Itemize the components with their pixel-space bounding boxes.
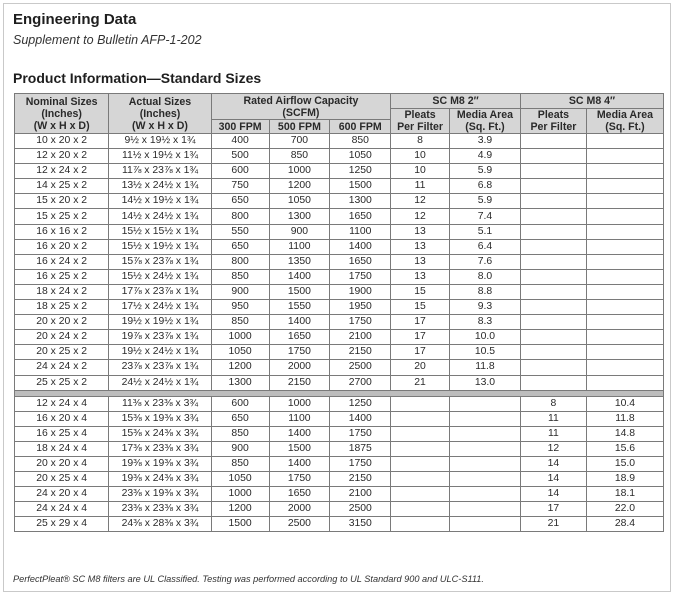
cell-nominal-size: 12 x 24 x 2 bbox=[15, 164, 109, 179]
cell-media-area-4in: 14.8 bbox=[586, 426, 663, 441]
cell-pleats-4in: 17 bbox=[520, 502, 586, 517]
cell-airflow-500: 1050 bbox=[269, 194, 330, 209]
cell-airflow-500: 1300 bbox=[269, 209, 330, 224]
table-row bbox=[15, 375, 664, 390]
cell-media-area-4in: 18.1 bbox=[586, 487, 663, 502]
table-row bbox=[15, 149, 664, 164]
cell-airflow-500: 1400 bbox=[269, 269, 330, 284]
cell-airflow-600: 2700 bbox=[330, 375, 391, 390]
cell-pleats-2in bbox=[391, 517, 450, 532]
cell-actual-size: 15⅜ x 19⅜ x 3¾ bbox=[109, 411, 211, 426]
cell-pleats-4in: 11 bbox=[520, 411, 586, 426]
cell-pleats-4in bbox=[520, 209, 586, 224]
table-row bbox=[15, 411, 664, 426]
cell-media-area-4in bbox=[586, 239, 663, 254]
table-row bbox=[15, 194, 664, 209]
table-row bbox=[15, 330, 664, 345]
cell-pleats-2in: 17 bbox=[391, 330, 450, 345]
footnote: PerfectPleat® SC M8 filters are UL Classified. Testing was performed according to UL Standard 900 and ULC-S111. bbox=[13, 574, 484, 584]
cell-actual-size: 14½ x 19½ x 1¾ bbox=[109, 194, 211, 209]
cell-actual-size: 17⅜ x 23⅜ x 3¾ bbox=[109, 441, 211, 456]
cell-media-area-4in bbox=[586, 330, 663, 345]
cell-pleats-2in: 8 bbox=[391, 134, 450, 149]
cell-pleats-2in: 21 bbox=[391, 375, 450, 390]
cell-nominal-size: 25 x 29 x 4 bbox=[15, 517, 109, 532]
cell-nominal-size: 24 x 20 x 4 bbox=[15, 487, 109, 502]
cell-nominal-size: 20 x 24 x 2 bbox=[15, 330, 109, 345]
header-media-area-2: Media Area (Sq. Ft.) bbox=[449, 109, 520, 134]
cell-airflow-300: 850 bbox=[211, 456, 269, 471]
cell-airflow-600: 1250 bbox=[330, 164, 391, 179]
cell-airflow-600: 1750 bbox=[330, 315, 391, 330]
cell-media-area-2in: 13.0 bbox=[449, 375, 520, 390]
cell-airflow-600: 2500 bbox=[330, 360, 391, 375]
cell-media-area-4in bbox=[586, 345, 663, 360]
cell-pleats-4in: 11 bbox=[520, 426, 586, 441]
cell-nominal-size: 16 x 20 x 2 bbox=[15, 239, 109, 254]
cell-nominal-size: 16 x 20 x 4 bbox=[15, 411, 109, 426]
cell-actual-size: 19½ x 19½ x 1¾ bbox=[109, 315, 211, 330]
cell-pleats-2in bbox=[391, 441, 450, 456]
cell-pleats-2in: 10 bbox=[391, 164, 450, 179]
cell-airflow-600: 2150 bbox=[330, 345, 391, 360]
cell-media-area-4in bbox=[586, 315, 663, 330]
cell-airflow-300: 500 bbox=[211, 149, 269, 164]
table-row bbox=[15, 315, 664, 330]
cell-airflow-300: 1200 bbox=[211, 360, 269, 375]
header-500-fpm: 500 FPM bbox=[269, 120, 330, 134]
header-actual-sizes: Actual Sizes (Inches) (W x H x D) bbox=[109, 94, 211, 134]
cell-pleats-2in: 12 bbox=[391, 209, 450, 224]
cell-media-area-2in bbox=[449, 472, 520, 487]
cell-airflow-600: 2150 bbox=[330, 472, 391, 487]
cell-media-area-2in bbox=[449, 502, 520, 517]
cell-actual-size: 9½ x 19½ x 1¾ bbox=[109, 134, 211, 149]
table-row bbox=[15, 134, 664, 149]
table-body-4in bbox=[15, 396, 664, 532]
cell-airflow-500: 1500 bbox=[269, 441, 330, 456]
cell-pleats-2in bbox=[391, 502, 450, 517]
cell-media-area-2in bbox=[449, 441, 520, 456]
cell-media-area-4in bbox=[586, 209, 663, 224]
table-row bbox=[15, 254, 664, 269]
cell-pleats-4in bbox=[520, 239, 586, 254]
cell-pleats-2in bbox=[391, 487, 450, 502]
cell-airflow-600: 1950 bbox=[330, 300, 391, 315]
cell-nominal-size: 24 x 24 x 4 bbox=[15, 502, 109, 517]
cell-airflow-500: 2500 bbox=[269, 517, 330, 532]
cell-airflow-600: 1875 bbox=[330, 441, 391, 456]
cell-airflow-600: 2100 bbox=[330, 330, 391, 345]
cell-media-area-4in: 15.6 bbox=[586, 441, 663, 456]
cell-pleats-2in: 13 bbox=[391, 239, 450, 254]
cell-pleats-4in bbox=[520, 330, 586, 345]
cell-airflow-600: 1400 bbox=[330, 411, 391, 426]
cell-media-area-2in: 3.9 bbox=[449, 134, 520, 149]
cell-nominal-size: 24 x 24 x 2 bbox=[15, 360, 109, 375]
cell-actual-size: 11⅞ x 23⅞ x 1¾ bbox=[109, 164, 211, 179]
cell-nominal-size: 16 x 16 x 2 bbox=[15, 224, 109, 239]
cell-media-area-2in: 6.4 bbox=[449, 239, 520, 254]
cell-airflow-300: 1050 bbox=[211, 345, 269, 360]
cell-airflow-300: 650 bbox=[211, 411, 269, 426]
cell-airflow-500: 1000 bbox=[269, 396, 330, 411]
cell-airflow-600: 850 bbox=[330, 134, 391, 149]
cell-actual-size: 19⅞ x 23⅞ x 1¾ bbox=[109, 330, 211, 345]
cell-pleats-4in: 12 bbox=[520, 441, 586, 456]
cell-actual-size: 13½ x 24½ x 1¾ bbox=[109, 179, 211, 194]
cell-actual-size: 23⅜ x 19⅜ x 3¾ bbox=[109, 487, 211, 502]
table-row bbox=[15, 396, 664, 411]
cell-pleats-4in: 21 bbox=[520, 517, 586, 532]
cell-airflow-500: 1400 bbox=[269, 426, 330, 441]
cell-airflow-500: 1400 bbox=[269, 456, 330, 471]
cell-pleats-4in bbox=[520, 284, 586, 299]
cell-airflow-600: 1300 bbox=[330, 194, 391, 209]
cell-media-area-4in: 18.9 bbox=[586, 472, 663, 487]
cell-media-area-4in: 11.8 bbox=[586, 411, 663, 426]
cell-media-area-4in bbox=[586, 269, 663, 284]
header-sc-m8-4: SC M8 4″ bbox=[520, 94, 663, 109]
cell-airflow-300: 800 bbox=[211, 254, 269, 269]
cell-media-area-2in bbox=[449, 487, 520, 502]
cell-nominal-size: 18 x 24 x 2 bbox=[15, 284, 109, 299]
header-300-fpm: 300 FPM bbox=[211, 120, 269, 134]
cell-airflow-300: 550 bbox=[211, 224, 269, 239]
cell-airflow-500: 1650 bbox=[269, 330, 330, 345]
cell-pleats-2in: 20 bbox=[391, 360, 450, 375]
cell-media-area-2in: 10.5 bbox=[449, 345, 520, 360]
cell-airflow-300: 800 bbox=[211, 209, 269, 224]
cell-nominal-size: 16 x 25 x 4 bbox=[15, 426, 109, 441]
table-row bbox=[15, 269, 664, 284]
cell-pleats-2in: 17 bbox=[391, 345, 450, 360]
header-sc-m8-2: SC M8 2″ bbox=[391, 94, 521, 109]
cell-pleats-4in: 14 bbox=[520, 472, 586, 487]
cell-pleats-4in bbox=[520, 164, 586, 179]
cell-airflow-600: 2500 bbox=[330, 502, 391, 517]
cell-media-area-2in bbox=[449, 426, 520, 441]
cell-actual-size: 15⅜ x 24⅜ x 3¾ bbox=[109, 426, 211, 441]
cell-airflow-300: 600 bbox=[211, 164, 269, 179]
table-row bbox=[15, 441, 664, 456]
cell-actual-size: 24⅜ x 28⅜ x 3¾ bbox=[109, 517, 211, 532]
cell-media-area-4in: 10.4 bbox=[586, 396, 663, 411]
cell-airflow-600: 3150 bbox=[330, 517, 391, 532]
cell-media-area-2in: 4.9 bbox=[449, 149, 520, 164]
header-600-fpm: 600 FPM bbox=[330, 120, 391, 134]
cell-airflow-300: 650 bbox=[211, 239, 269, 254]
section-title: Product Information—Standard Sizes bbox=[13, 70, 262, 86]
cell-actual-size: 17⅞ x 23⅞ x 1¾ bbox=[109, 284, 211, 299]
cell-nominal-size: 20 x 25 x 4 bbox=[15, 472, 109, 487]
cell-pleats-2in bbox=[391, 456, 450, 471]
table-row bbox=[15, 517, 664, 532]
table-row bbox=[15, 209, 664, 224]
cell-airflow-500: 1650 bbox=[269, 487, 330, 502]
cell-media-area-4in: 15.0 bbox=[586, 456, 663, 471]
header-media-area-4: Media Area (Sq. Ft.) bbox=[586, 109, 663, 134]
cell-media-area-2in: 6.8 bbox=[449, 179, 520, 194]
cell-airflow-600: 1100 bbox=[330, 224, 391, 239]
cell-airflow-600: 1500 bbox=[330, 179, 391, 194]
cell-airflow-300: 1300 bbox=[211, 375, 269, 390]
cell-media-area-2in: 8.8 bbox=[449, 284, 520, 299]
cell-pleats-2in bbox=[391, 472, 450, 487]
cell-actual-size: 19⅜ x 19⅜ x 3¾ bbox=[109, 456, 211, 471]
cell-nominal-size: 20 x 20 x 4 bbox=[15, 456, 109, 471]
cell-nominal-size: 14 x 25 x 2 bbox=[15, 179, 109, 194]
cell-media-area-4in bbox=[586, 134, 663, 149]
cell-actual-size: 19½ x 24½ x 1¾ bbox=[109, 345, 211, 360]
cell-pleats-2in: 13 bbox=[391, 224, 450, 239]
cell-pleats-4in bbox=[520, 315, 586, 330]
cell-pleats-2in bbox=[391, 426, 450, 441]
page-title: Engineering Data bbox=[13, 11, 137, 28]
cell-media-area-4in: 22.0 bbox=[586, 502, 663, 517]
cell-airflow-300: 650 bbox=[211, 194, 269, 209]
table-row bbox=[15, 179, 664, 194]
cell-pleats-4in bbox=[520, 134, 586, 149]
cell-actual-size: 23⅞ x 23⅞ x 1¾ bbox=[109, 360, 211, 375]
cell-airflow-600: 1400 bbox=[330, 239, 391, 254]
cell-media-area-2in: 5.9 bbox=[449, 164, 520, 179]
cell-pleats-2in: 15 bbox=[391, 300, 450, 315]
cell-actual-size: 11½ x 19½ x 1¾ bbox=[109, 149, 211, 164]
cell-media-area-2in: 11.8 bbox=[449, 360, 520, 375]
cell-pleats-2in bbox=[391, 411, 450, 426]
cell-airflow-300: 900 bbox=[211, 441, 269, 456]
cell-nominal-size: 12 x 20 x 2 bbox=[15, 149, 109, 164]
cell-pleats-4in bbox=[520, 345, 586, 360]
cell-nominal-size: 20 x 25 x 2 bbox=[15, 345, 109, 360]
cell-actual-size: 17½ x 24½ x 1¾ bbox=[109, 300, 211, 315]
cell-media-area-4in bbox=[586, 254, 663, 269]
cell-airflow-500: 900 bbox=[269, 224, 330, 239]
table-row bbox=[15, 472, 664, 487]
cell-airflow-500: 1100 bbox=[269, 411, 330, 426]
cell-pleats-2in: 13 bbox=[391, 254, 450, 269]
cell-media-area-2in bbox=[449, 396, 520, 411]
cell-media-area-2in: 5.1 bbox=[449, 224, 520, 239]
table-row bbox=[15, 284, 664, 299]
cell-actual-size: 11⅜ x 23⅜ x 3¾ bbox=[109, 396, 211, 411]
cell-airflow-500: 1350 bbox=[269, 254, 330, 269]
cell-airflow-500: 2150 bbox=[269, 375, 330, 390]
cell-media-area-4in bbox=[586, 194, 663, 209]
cell-actual-size: 15½ x 19½ x 1¾ bbox=[109, 239, 211, 254]
cell-airflow-300: 850 bbox=[211, 269, 269, 284]
cell-airflow-500: 1750 bbox=[269, 345, 330, 360]
table-row bbox=[15, 487, 664, 502]
cell-pleats-2in: 13 bbox=[391, 269, 450, 284]
cell-media-area-2in bbox=[449, 456, 520, 471]
cell-pleats-4in bbox=[520, 269, 586, 284]
cell-pleats-4in bbox=[520, 254, 586, 269]
cell-media-area-2in: 5.9 bbox=[449, 194, 520, 209]
cell-airflow-300: 950 bbox=[211, 300, 269, 315]
cell-airflow-600: 2100 bbox=[330, 487, 391, 502]
page-subtitle: Supplement to Bulletin AFP-1-202 bbox=[13, 33, 202, 47]
table-body-2in bbox=[15, 134, 664, 391]
cell-airflow-600: 1650 bbox=[330, 209, 391, 224]
table-row bbox=[15, 502, 664, 517]
table-row bbox=[15, 300, 664, 315]
cell-pleats-4in bbox=[520, 149, 586, 164]
cell-airflow-600: 1750 bbox=[330, 456, 391, 471]
cell-media-area-4in bbox=[586, 179, 663, 194]
cell-actual-size: 15½ x 15½ x 1¾ bbox=[109, 224, 211, 239]
cell-pleats-2in: 10 bbox=[391, 149, 450, 164]
cell-nominal-size: 16 x 25 x 2 bbox=[15, 269, 109, 284]
cell-nominal-size: 18 x 25 x 2 bbox=[15, 300, 109, 315]
cell-airflow-500: 1200 bbox=[269, 179, 330, 194]
cell-airflow-500: 850 bbox=[269, 149, 330, 164]
cell-nominal-size: 16 x 24 x 2 bbox=[15, 254, 109, 269]
cell-airflow-600: 1750 bbox=[330, 426, 391, 441]
cell-media-area-2in bbox=[449, 411, 520, 426]
cell-media-area-4in bbox=[586, 224, 663, 239]
cell-airflow-300: 600 bbox=[211, 396, 269, 411]
cell-media-area-4in bbox=[586, 375, 663, 390]
cell-pleats-2in: 11 bbox=[391, 179, 450, 194]
cell-media-area-4in bbox=[586, 284, 663, 299]
table-row bbox=[15, 224, 664, 239]
cell-actual-size: 14½ x 24½ x 1¾ bbox=[109, 209, 211, 224]
cell-media-area-2in bbox=[449, 517, 520, 532]
cell-pleats-4in bbox=[520, 224, 586, 239]
table-row bbox=[15, 164, 664, 179]
header-pleats-4: Pleats Per Filter bbox=[520, 109, 586, 134]
cell-airflow-600: 1250 bbox=[330, 396, 391, 411]
table-row bbox=[15, 456, 664, 471]
cell-airflow-600: 1750 bbox=[330, 269, 391, 284]
cell-pleats-4in bbox=[520, 179, 586, 194]
cell-airflow-300: 1500 bbox=[211, 517, 269, 532]
cell-media-area-2in: 7.6 bbox=[449, 254, 520, 269]
cell-media-area-2in: 10.0 bbox=[449, 330, 520, 345]
cell-airflow-500: 700 bbox=[269, 134, 330, 149]
cell-media-area-2in: 7.4 bbox=[449, 209, 520, 224]
cell-pleats-2in: 12 bbox=[391, 194, 450, 209]
cell-pleats-2in bbox=[391, 396, 450, 411]
cell-airflow-500: 1100 bbox=[269, 239, 330, 254]
cell-airflow-500: 2000 bbox=[269, 360, 330, 375]
cell-airflow-500: 1550 bbox=[269, 300, 330, 315]
cell-airflow-600: 1900 bbox=[330, 284, 391, 299]
cell-media-area-4in bbox=[586, 164, 663, 179]
cell-airflow-300: 900 bbox=[211, 284, 269, 299]
cell-airflow-300: 850 bbox=[211, 315, 269, 330]
cell-media-area-2in: 8.0 bbox=[449, 269, 520, 284]
cell-airflow-300: 1200 bbox=[211, 502, 269, 517]
table-row bbox=[15, 360, 664, 375]
standard-sizes-table bbox=[14, 93, 664, 532]
table-row bbox=[15, 426, 664, 441]
cell-nominal-size: 18 x 24 x 4 bbox=[15, 441, 109, 456]
cell-airflow-500: 2000 bbox=[269, 502, 330, 517]
cell-airflow-300: 850 bbox=[211, 426, 269, 441]
cell-pleats-4in bbox=[520, 194, 586, 209]
cell-nominal-size: 15 x 25 x 2 bbox=[15, 209, 109, 224]
cell-pleats-2in: 17 bbox=[391, 315, 450, 330]
cell-media-area-4in: 28.4 bbox=[586, 517, 663, 532]
table-row bbox=[15, 239, 664, 254]
cell-airflow-300: 1000 bbox=[211, 487, 269, 502]
cell-media-area-4in bbox=[586, 300, 663, 315]
cell-airflow-300: 400 bbox=[211, 134, 269, 149]
cell-pleats-4in: 8 bbox=[520, 396, 586, 411]
cell-nominal-size: 25 x 25 x 2 bbox=[15, 375, 109, 390]
cell-airflow-300: 750 bbox=[211, 179, 269, 194]
cell-actual-size: 15⅞ x 23⅞ x 1¾ bbox=[109, 254, 211, 269]
cell-airflow-600: 1650 bbox=[330, 254, 391, 269]
cell-actual-size: 19⅜ x 24⅜ x 3¾ bbox=[109, 472, 211, 487]
cell-actual-size: 15½ x 24½ x 1¾ bbox=[109, 269, 211, 284]
cell-media-area-2in: 8.3 bbox=[449, 315, 520, 330]
cell-pleats-4in: 14 bbox=[520, 456, 586, 471]
header-pleats-2: Pleats Per Filter bbox=[391, 109, 450, 134]
cell-airflow-500: 1500 bbox=[269, 284, 330, 299]
cell-airflow-500: 1000 bbox=[269, 164, 330, 179]
cell-actual-size: 23⅜ x 23⅜ x 3¾ bbox=[109, 502, 211, 517]
cell-actual-size: 24½ x 24½ x 1¾ bbox=[109, 375, 211, 390]
cell-pleats-4in: 14 bbox=[520, 487, 586, 502]
cell-airflow-500: 1400 bbox=[269, 315, 330, 330]
cell-pleats-4in bbox=[520, 360, 586, 375]
cell-media-area-4in bbox=[586, 360, 663, 375]
cell-media-area-2in: 9.3 bbox=[449, 300, 520, 315]
cell-pleats-4in bbox=[520, 375, 586, 390]
header-airflow-capacity: Rated Airflow Capacity (SCFM) bbox=[211, 94, 390, 120]
cell-airflow-300: 1000 bbox=[211, 330, 269, 345]
cell-pleats-2in: 15 bbox=[391, 284, 450, 299]
cell-nominal-size: 10 x 20 x 2 bbox=[15, 134, 109, 149]
cell-media-area-4in bbox=[586, 149, 663, 164]
cell-nominal-size: 12 x 24 x 4 bbox=[15, 396, 109, 411]
cell-nominal-size: 20 x 20 x 2 bbox=[15, 315, 109, 330]
table-row bbox=[15, 345, 664, 360]
cell-airflow-300: 1050 bbox=[211, 472, 269, 487]
cell-airflow-500: 1750 bbox=[269, 472, 330, 487]
cell-pleats-4in bbox=[520, 300, 586, 315]
header-nominal-sizes: Nominal Sizes (Inches) (W x H x D) bbox=[15, 94, 109, 134]
cell-nominal-size: 15 x 20 x 2 bbox=[15, 194, 109, 209]
cell-airflow-600: 1050 bbox=[330, 149, 391, 164]
